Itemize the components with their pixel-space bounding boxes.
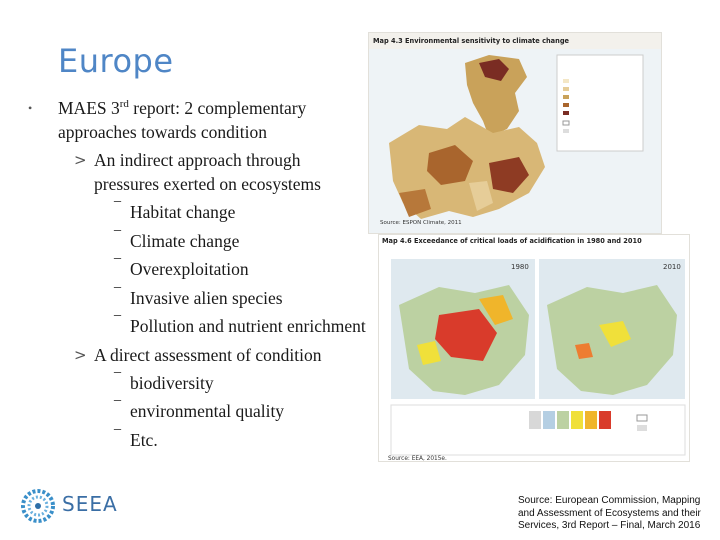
condition-item [0, 428, 370, 452]
pressure-text: Overexploitation [130, 259, 249, 279]
pressure-item [0, 314, 370, 338]
pressure-item [0, 229, 370, 253]
dash-icon: ‾ [114, 228, 121, 245]
dash-icon: ‾ [114, 370, 121, 387]
condition-text: environmental quality [130, 401, 285, 421]
seea-logo-icon [18, 486, 58, 526]
dash-icon: ‾ [114, 285, 121, 302]
slide-title: Europe [58, 42, 174, 80]
map-year-label: 2010 [663, 263, 681, 271]
pressure-text: Climate change [130, 230, 240, 251]
acidification-map [378, 234, 690, 462]
bullet-text-post: report: 2 complementary approaches towards condition [58, 98, 307, 142]
bullet-item [0, 96, 370, 144]
chevron-right-icon: > [74, 345, 87, 364]
map-source: Source: EEA, 2015e. [388, 456, 447, 462]
pressure-text: Habitat change [130, 202, 236, 222]
chevron-right-icon: > [74, 151, 87, 169]
map-year-label: 1980 [511, 263, 529, 271]
map-title: Map 4.6 Exceedance of critical loads of acidification in 1980 and 2010 [382, 237, 642, 245]
bullet-list [0, 96, 370, 456]
dash-icon: ‾ [114, 399, 121, 415]
bullet-text-pre: MAES 3 [58, 98, 120, 118]
sub-bullet-item [0, 148, 370, 196]
pressure-item [0, 257, 370, 281]
condition-item [0, 399, 370, 423]
map-source: Source: ESPON Climate, 2011 [380, 220, 462, 226]
pressure-text: Pollution and nutrient enrichment [130, 316, 366, 336]
pressure-item [0, 200, 370, 224]
sub-bullet-item [0, 343, 370, 367]
source-citation: Source: European Commission, Mapping and Assessment of Ecosystems and their Services, 3rd Report – Final, March 2016 [518, 495, 701, 531]
bullet-superscript: rd [119, 98, 129, 111]
seea-logo-text: SEEA [62, 492, 118, 516]
condition-item [0, 371, 370, 395]
dash-icon: ‾ [114, 427, 121, 444]
dash-icon: ‾ [114, 314, 121, 330]
dash-icon: ‾ [114, 200, 121, 216]
condition-text: biodiversity [130, 372, 214, 393]
climate-sensitivity-map [368, 32, 662, 234]
pressure-item [0, 286, 370, 310]
sub-bullet-text: A direct assessment of condition [94, 344, 322, 365]
map-title: Map 4.3 Environmental sensitivity to climate change [373, 37, 570, 45]
acidification-map-graphic [379, 235, 689, 461]
bullet-dot-icon: • [28, 101, 33, 115]
dash-icon: ‾ [114, 257, 121, 273]
sub-bullet-text: An indirect approach through pressures exerted on ecosystems [94, 150, 321, 194]
pressure-text: Invasive alien species [130, 287, 283, 308]
europe-map-graphic [369, 33, 661, 233]
condition-text: Etc. [130, 429, 158, 450]
